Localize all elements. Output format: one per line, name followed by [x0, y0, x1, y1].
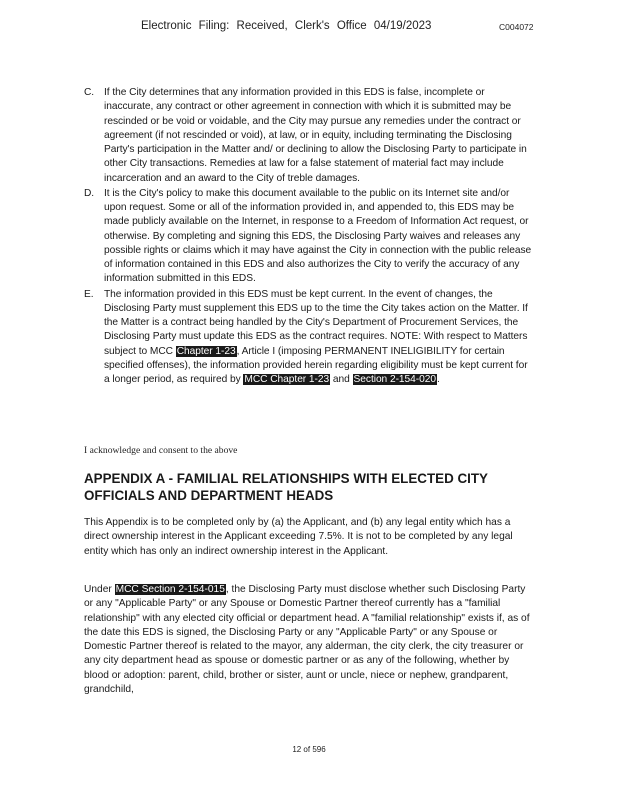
paragraph-text-part: , the Disclosing Party must disclose whether such Disclosing Party or any "Applicable Party" or any Spouse or Domestic Partner thereof currently has a "familial relationship" with any elected city official or department head. A "familial relationship" exists if, as of the date this EDS is signed, the Disclosing Party or any "Applicable Party" or any Spouse or Domestic Partner thereof is related to the mayor, any alderman, the city clerk, the city treasurer or any city department head as spouse or domestic partner or as any of the following, whether by blood or adoption: parent, child, brother or sister, aunt or uncle, niece or nephew, grandparent, grandchild, [84, 584, 530, 695]
acknowledgment-line: I acknowledge and consent to the above [84, 445, 238, 456]
paragraph-text-part: Under [84, 584, 115, 595]
filing-stamp: Electronic Filing: Received, Clerk's Office 04/19/2023 [141, 20, 432, 32]
clause-e [84, 288, 534, 388]
clause-text: If the City determines that any information provided in this EDS is false, incomplete or inaccurate, any contract or other agreement in connection with which it is submitted may be rescinded or be void or voidable, and the City may pursue any remedies under the contract or agreement (if not rescinded or void), at law, or in equity, including terminating the Disclosing Party's participation in the Matter and/ or declining to allow the Disclosing Party to participate in other City transactions. Remedies at law for a false statement of material fact may include incarceration and an award to the City of treble damages. [104, 87, 527, 184]
clause-c [84, 86, 534, 186]
document-code: C004072 [499, 22, 534, 32]
clause-text-part: and [330, 374, 353, 385]
clause-text: It is the City's policy to make this document available to the public on its Internet site and/or upon request. Some or all of the information provided in, and appended to, this EDS may be made publicly available on the Internet, in response to a Freedom of Information Act request, or otherwise. By completing and signing this EDS, the Disclosing Party waives and releases any possible rights or claims which it may have against the City in connection with the public release of information contained in this EDS and also authorizes the City to verify the accuracy of any information submitted in this EDS. [104, 187, 532, 285]
clause-letter: E. [84, 288, 94, 300]
appendix-paragraph-1: This Appendix is to be completed only by (a) the Applicant, and (b) any legal entity which has a direct ownership interest in the Applicant exceeding 7.5%. It is not to be completed by any legal entity which has only an indirect ownership interest in the Applicant. [84, 517, 513, 557]
clause-letter: D. [84, 187, 95, 199]
appendix-title: APPENDIX A - FAMILIAL RELATIONSHIPS WITH ELECTED CITY OFFICIALS AND DEPARTMENT HEADS [84, 471, 488, 503]
clause-text-part: The information provided in this EDS must be kept current. In the event of changes, the Disclosing Party must supplement this EDS up to the time the City takes action on the Matter. If the Matter is a contract being handled by the City's Department of Procurement Services, the Disclosing Party must update this EDS as the contract requires. NOTE: With respect to Matters subject to MCC [104, 288, 528, 357]
filing-header [0, 20, 618, 36]
reference-link-mcc-chapter-1-23[interactable]: MCC Chapter 1-23 [244, 374, 330, 385]
reference-link-chapter-1-23[interactable]: Chapter 1-23 [176, 345, 236, 357]
clause-text-part: , Article I (imposing PERMANENT INELIGIBILITY for certain specified offenses), the information provided herein regarding eligibility must be kept current for a longer period, as required by [104, 345, 528, 385]
page-number: 12 of 596 [292, 745, 326, 754]
clause-letter: C. [84, 87, 95, 98]
reference-link-section-2-154-020[interactable]: Section 2-154-020 [353, 374, 436, 385]
clause-text-part: . [436, 374, 440, 385]
clause-d [84, 187, 534, 287]
reference-link-mcc-section-2-154-015[interactable]: MCC Section 2-154-015 [115, 584, 225, 595]
clauses-list [84, 86, 534, 388]
appendix-paragraph-2 [84, 583, 532, 697]
